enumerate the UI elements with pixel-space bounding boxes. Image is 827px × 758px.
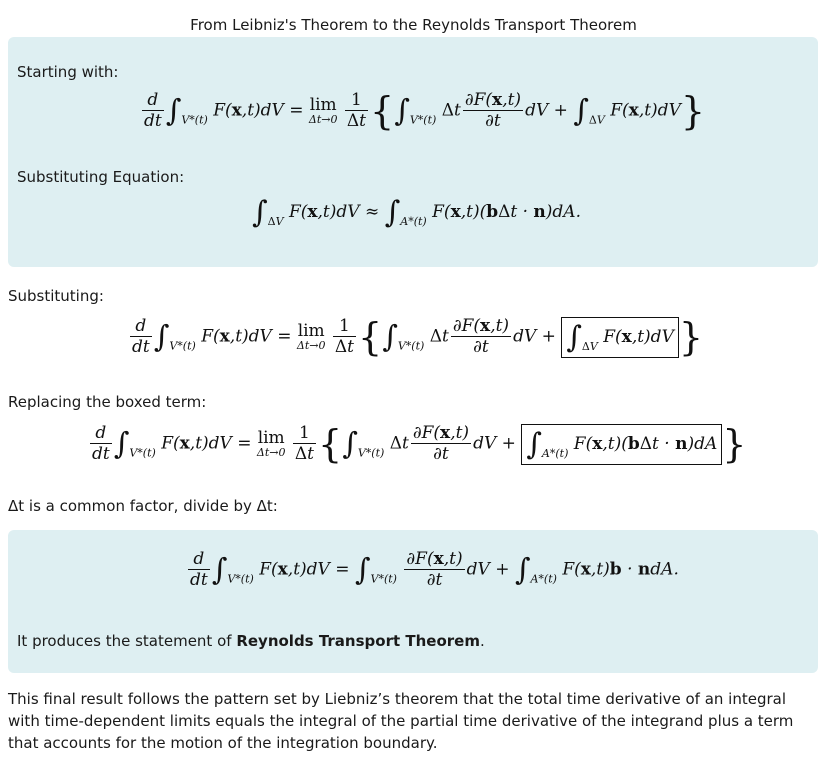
equation-replaced: $\frac{d}{dt}$ $\int_{V*(t)}$ F(x,t)dV = lim Δt→0 $\frac{1}{\Delta t}$ {$\int_{V*(t)}$ Δt $\frac{\partial F(x,t)}{\partial t}$ dV + $\int_{A*(t)}$ F(x,t)(bΔt · n)dA } [92,422,747,466]
starting-with-label: Starting with: [17,63,119,81]
substituting-equation-label: Substituting Equation: [17,168,185,186]
page-title: From Leibniz's Theorem to the Reynolds Transport Theorem [190,16,637,34]
derivation-panel-top [8,37,818,267]
statement-suffix: . [479,632,485,650]
result-panel [8,530,818,673]
equation-reynolds: $\frac{d}{dt}$ $\int_{V*(t)}$ $F(x,t)dV = \int_{V*(t)}$ $\frac{\partial F(x,t)}{\partial t}$ dV + $\int_{A*(t)}$ F(x,t)b · ndA. [190,549,679,590]
statement-text [17,632,485,650]
equation-delta-volume: $\int_{\Delta V}$ $F(x,t)dV \approx \int_{A*(t)}$ F(x,t)(bΔt · n)dA. [252,195,581,230]
conclusion-paragraph: This final result follows the pattern set by Liebniz’s theorem that the total time derivative of an integral with time-dependent limits equals the integral of the partial time derivative of the integrand plus a term that accounts for the motion of the integration boundary. [8,690,794,752]
equation-substituted-boxed: $\frac{d}{dt}$ $\int_{V*(t)}$ F(x,t)dV = lim Δt→0 $\frac{1}{\Delta t}$ {$\int_{V*(t)}$ Δt $\frac{\partial F(x,t)}{\partial t}$ dV + $\int_{\Delta V}$ F(x,t)dV } [132,315,704,359]
statement-prefix: It produces the statement of [17,632,237,650]
common-factor-label: Δt is a common factor, divide by Δt: [8,497,278,515]
statement-theorem-name: Reynolds Transport Theorem [236,632,480,650]
equation-leibniz-start: $\frac{d}{dt}$ $\int_{V*(t)}$ F(x,t)dV = lim Δt→0 $\frac{1}{\Delta t}$ {$\int_{V*(t)}$ Δt $\frac{\partial F(x,t)}{\partial t}$ dV + $\int_{\Delta V}$ F(x,t)dV} [144,89,706,133]
replacing-boxed-label: Replacing the boxed term: [8,393,207,411]
substituting-label: Substituting: [8,287,104,305]
